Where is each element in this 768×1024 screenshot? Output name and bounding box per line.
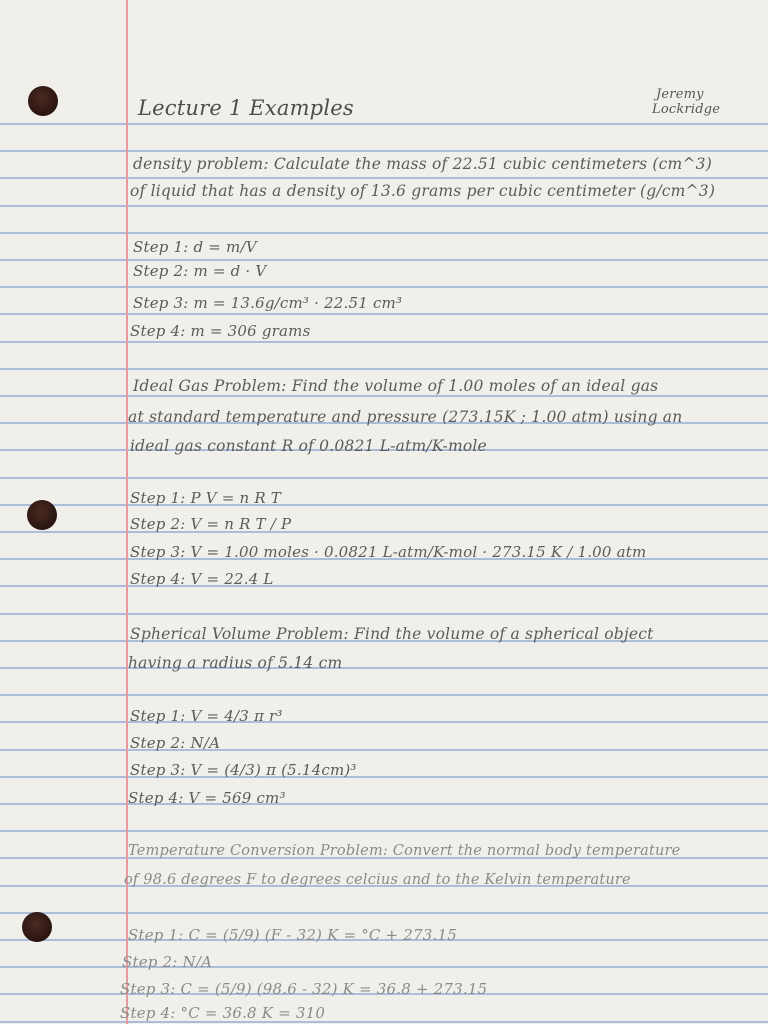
ruled-line — [0, 368, 768, 370]
gas-step-3: Step 3: V = 1.00 moles · 0.0821 L-atm/K-mol · 273.15 K / 1.00 atm — [130, 543, 647, 561]
ruled-line — [0, 830, 768, 832]
ruled-line — [0, 1021, 768, 1023]
ruled-line — [0, 504, 768, 506]
ruled-line — [0, 232, 768, 234]
density-prompt-line-2: of liquid that has a density of 13.6 grams per cubic centimeter (g/cm^3) — [130, 182, 716, 200]
ruled-line — [0, 776, 768, 778]
margin-line — [126, 0, 128, 1024]
sphere-step-1: Step 1: V = 4/3 π r³ — [130, 707, 283, 725]
gas-step-2: Step 2: V = n R T / P — [130, 515, 292, 533]
binder-hole-bottom — [22, 912, 52, 942]
density-step-1: Step 1: d = m/V — [133, 238, 257, 256]
ruled-line — [0, 123, 768, 125]
temp-step-2: Step 2: N/A — [122, 953, 213, 971]
temp-prompt-line-1: Temperature Conversion Problem: Convert the normal body temperature — [128, 843, 681, 859]
ruled-line — [0, 531, 768, 533]
ruled-line — [0, 694, 768, 696]
ruled-line — [0, 803, 768, 805]
ruled-line — [0, 341, 768, 343]
author-last-name: Lockridge — [652, 102, 721, 117]
ruled-line — [0, 395, 768, 397]
ruled-line — [0, 286, 768, 288]
ruled-line — [0, 667, 768, 669]
temp-step-4: Step 4: °C = 36.8 K = 310 — [120, 1004, 326, 1022]
gas-step-4: Step 4: V = 22.4 L — [130, 570, 274, 588]
density-step-4: Step 4: m = 306 grams — [130, 322, 311, 340]
sphere-step-3: Step 3: V = (4/3) π (5.14cm)³ — [130, 761, 357, 779]
ruled-line — [0, 177, 768, 179]
density-prompt-line-1: density problem: Calculate the mass of 22.51 cubic centimeters (cm^3) — [133, 155, 712, 173]
sphere-step-4: Step 4: V = 569 cm³ — [128, 789, 286, 807]
ruled-line — [0, 749, 768, 751]
ruled-line — [0, 259, 768, 261]
temp-prompt-line-2: of 98.6 degrees F to degrees celcius and to the Kelvin temperature — [124, 872, 631, 888]
ruled-line — [0, 477, 768, 479]
temp-step-1: Step 1: C = (5/9) (F - 32) K = °C + 273.15 — [128, 926, 457, 944]
ruled-line — [0, 966, 768, 968]
gas-prompt-line-3: ideal gas constant R of 0.0821 L-atm/K-mole — [130, 437, 487, 455]
ruled-line — [0, 613, 768, 615]
gas-prompt-line-1: Ideal Gas Problem: Find the volume of 1.00 moles of an ideal gas — [133, 377, 659, 395]
ruled-line — [0, 205, 768, 207]
ruled-line — [0, 150, 768, 152]
temp-step-3: Step 3: C = (5/9) (98.6 - 32) K = 36.8 + 273.15 — [120, 980, 488, 998]
author-first-name: Jeremy — [656, 87, 704, 102]
gas-prompt-line-2: at standard temperature and pressure (273.15K ; 1.00 atm) using an — [128, 408, 683, 426]
ruled-line — [0, 585, 768, 587]
gas-step-1: Step 1: P V = n R T — [130, 489, 282, 507]
binder-hole-top — [28, 86, 58, 116]
density-step-2: Step 2: m = d · V — [133, 262, 267, 280]
page-title: Lecture 1 Examples — [138, 96, 354, 120]
sphere-prompt-line-1: Spherical Volume Problem: Find the volume of a spherical object — [130, 625, 654, 643]
binder-hole-middle — [27, 500, 57, 530]
ruled-line — [0, 912, 768, 914]
density-step-3: Step 3: m = 13.6g/cm³ · 22.51 cm³ — [133, 294, 403, 312]
ruled-line — [0, 721, 768, 723]
ruled-line — [0, 313, 768, 315]
sphere-prompt-line-2: having a radius of 5.14 cm — [128, 654, 343, 672]
sphere-step-2: Step 2: N/A — [130, 734, 221, 752]
